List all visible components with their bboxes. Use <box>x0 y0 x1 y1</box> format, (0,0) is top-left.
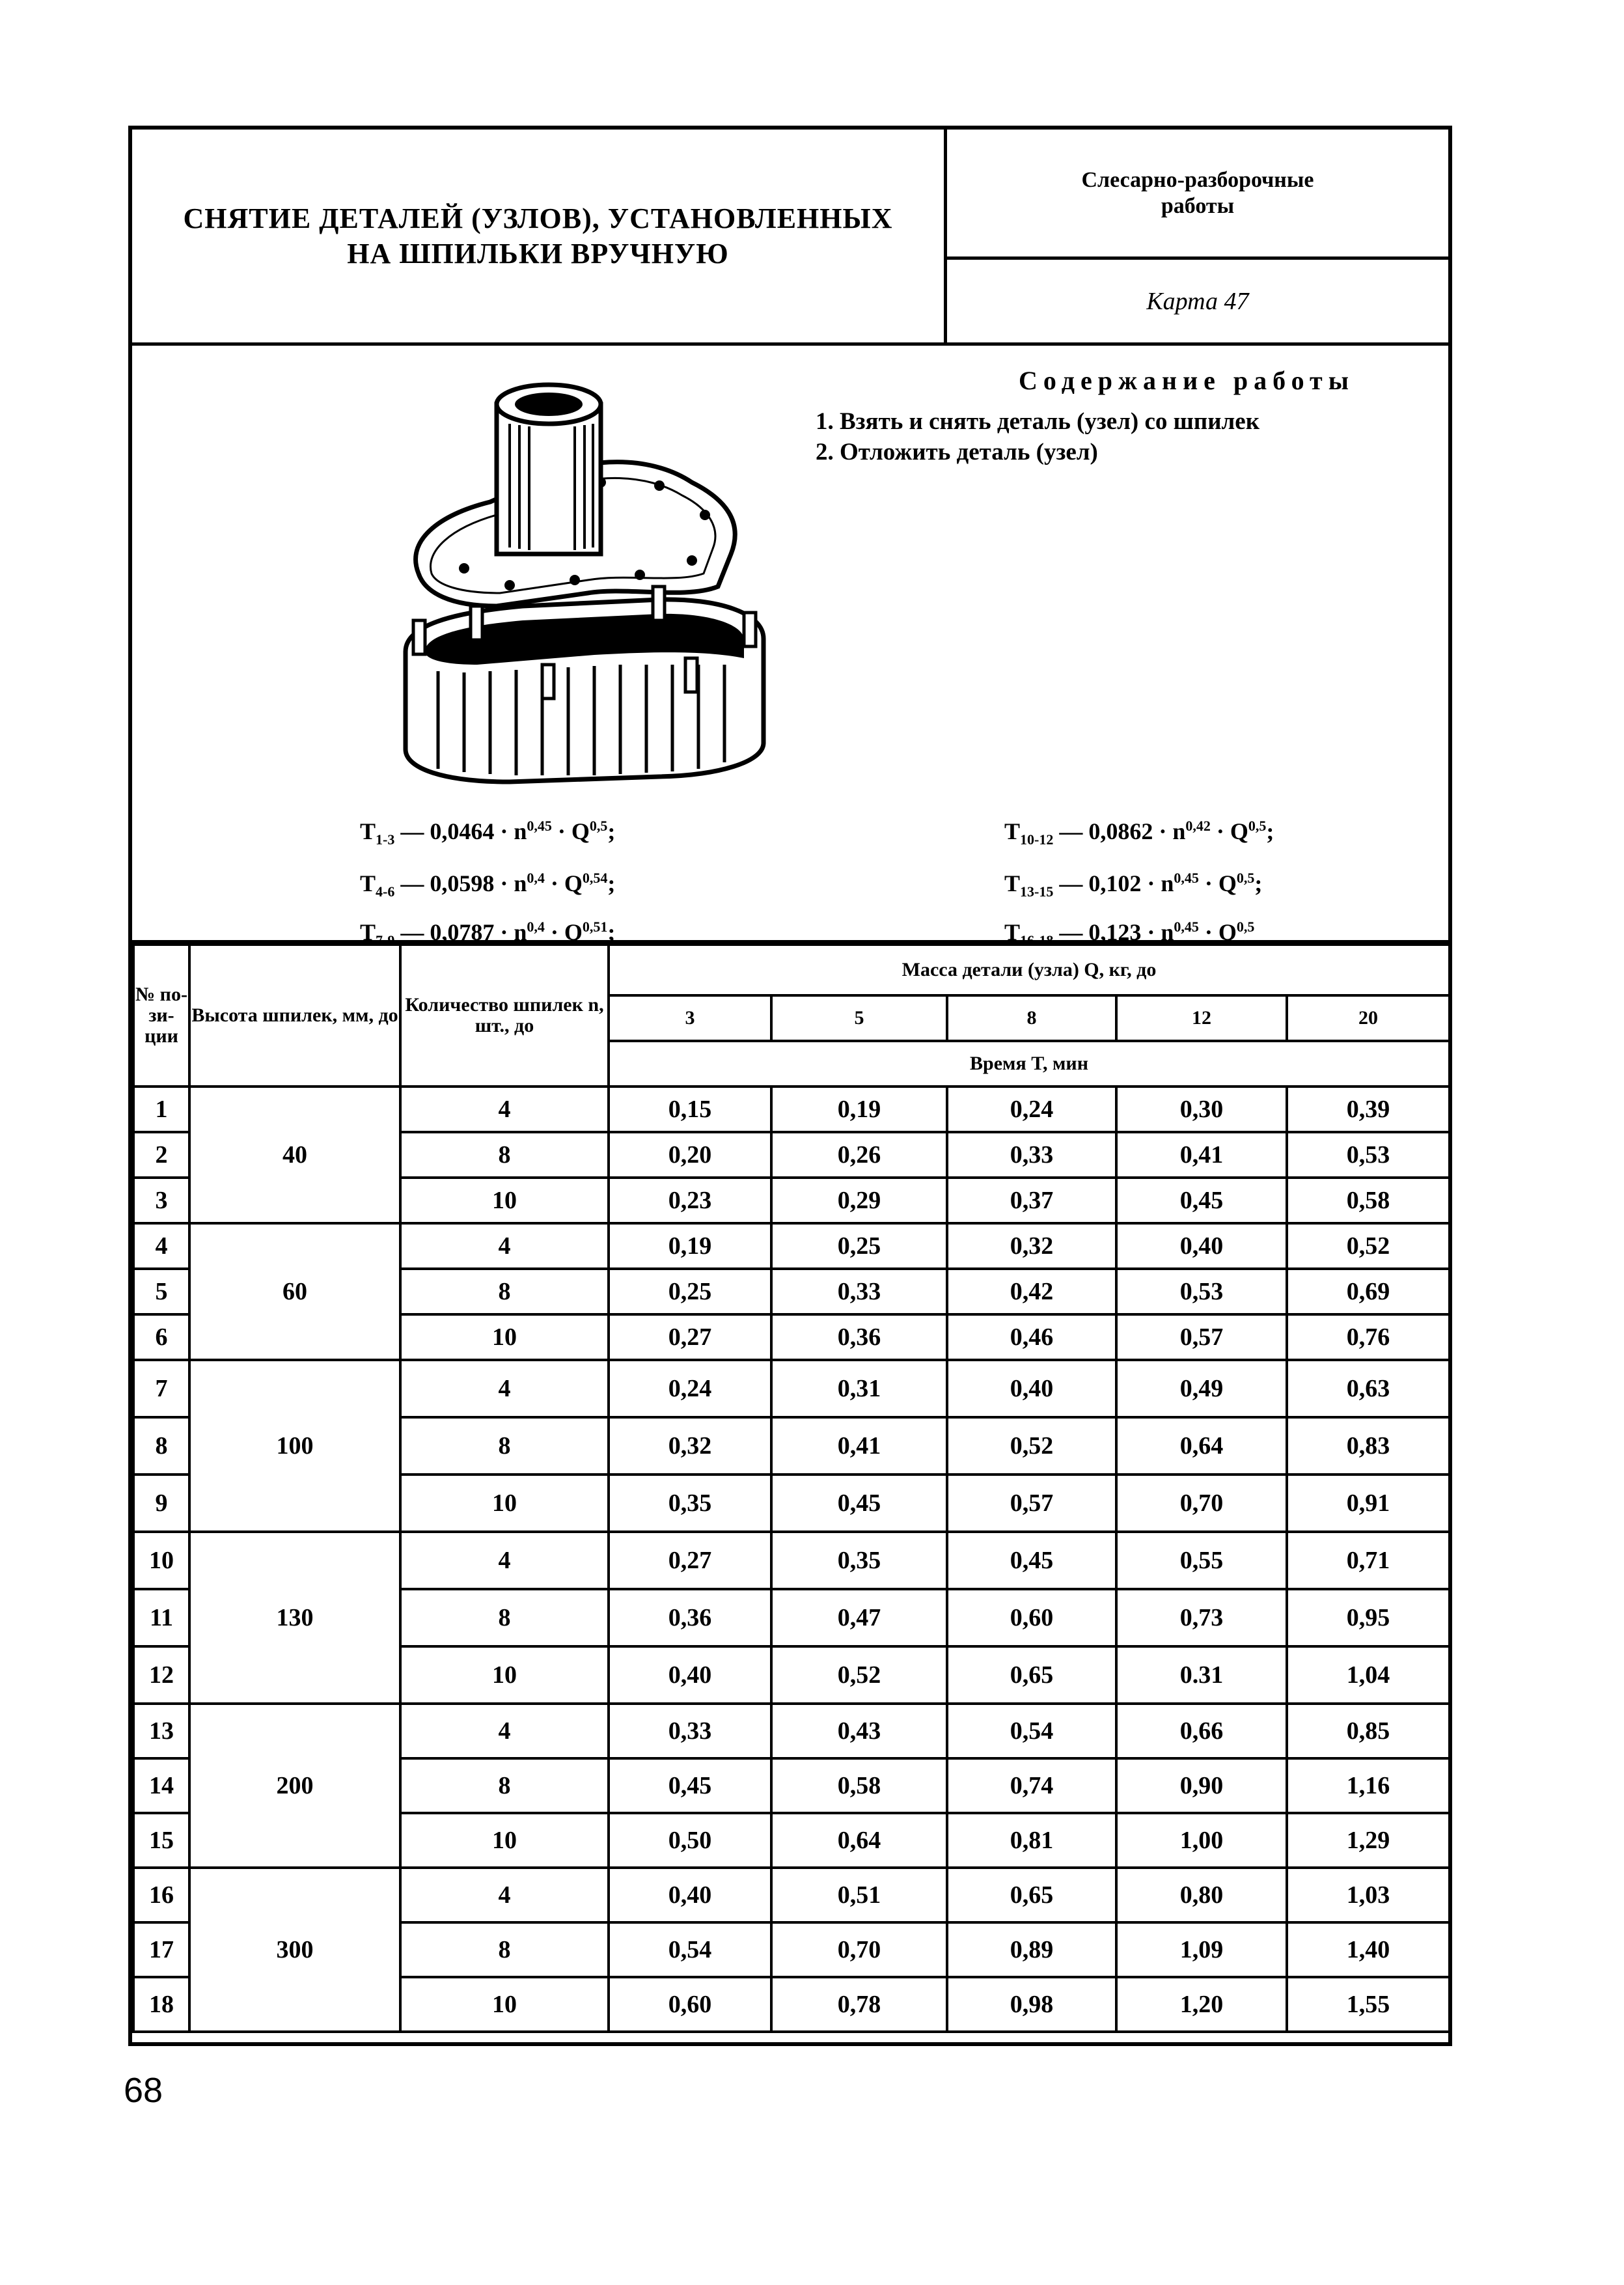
time-value-cell: 0,33 <box>771 1269 947 1314</box>
position-cell: 15 <box>133 1813 189 1868</box>
formula-1-3: $T_{1-3}$ — $0,0464 \cdot n^{0,45} \cdot Q^{0,5}$; <box>360 818 616 848</box>
stud-height-cell: 60 <box>189 1223 400 1360</box>
col-header-stud-height: Высота шпилек, мм, до <box>189 945 400 1087</box>
time-value-cell: 0,52 <box>1287 1223 1450 1269</box>
formula-q-exp: 0,5 <box>1236 870 1255 886</box>
time-value-cell: 0,60 <box>947 1589 1116 1646</box>
time-value-cell: 0,64 <box>1116 1417 1287 1475</box>
stud-count-cell: 10 <box>400 1646 609 1704</box>
work-step-1: 1. Взять и снять деталь (узел) со шпилек <box>816 408 1260 435</box>
stud-count-cell: 8 <box>400 1758 609 1813</box>
time-value-cell: 0,45 <box>1116 1178 1287 1223</box>
formula-end: ; <box>1266 818 1274 844</box>
time-value-cell: 0,47 <box>771 1589 947 1646</box>
time-value-cell: 0,73 <box>1116 1589 1287 1646</box>
category-line-2: работы <box>1161 193 1235 218</box>
position-cell: 14 <box>133 1758 189 1813</box>
formula-sub: 10-12 <box>1020 831 1054 848</box>
time-value-cell: 0,39 <box>1287 1087 1450 1132</box>
stud-count-cell: 4 <box>400 1087 609 1132</box>
col-header-stud-count: Количество шпилек n, шт., до <box>400 945 609 1087</box>
time-value-cell: 0.31 <box>1116 1646 1287 1704</box>
time-value-cell: 0,70 <box>771 1922 947 1977</box>
formula-n-exp: 0,45 <box>1174 870 1199 886</box>
time-value-cell: 0,54 <box>609 1922 771 1977</box>
time-value-cell: 0,32 <box>609 1417 771 1475</box>
formula-coef: 0,102 <box>1088 870 1142 896</box>
stud-height-cell: 40 <box>189 1087 400 1223</box>
formula-n-exp: 0,42 <box>1185 818 1211 834</box>
position-cell: 7 <box>133 1360 189 1417</box>
time-value-cell: 0,41 <box>1116 1132 1287 1178</box>
work-step-2: 2. Отложить деталь (узел) <box>816 439 1098 465</box>
time-value-cell: 0,89 <box>947 1922 1116 1977</box>
formula-q-exp: 0,5 <box>1248 818 1267 834</box>
card-header <box>132 130 1448 346</box>
time-value-cell: 0,37 <box>947 1178 1116 1223</box>
position-cell: 16 <box>133 1868 189 1922</box>
time-value-cell: 0,40 <box>609 1646 771 1704</box>
time-value-cell: 0,81 <box>947 1813 1116 1868</box>
title-line-2: НА ШПИЛЬКИ ВРУЧНУЮ <box>347 237 729 270</box>
formula-coef: 0,0464 <box>430 818 495 844</box>
stud-count-cell: 8 <box>400 1589 609 1646</box>
table-row <box>133 1868 1450 1922</box>
time-value-cell: 0,45 <box>947 1532 1116 1589</box>
time-value-cell: 0,53 <box>1116 1269 1287 1314</box>
time-value-cell: 1,04 <box>1287 1646 1450 1704</box>
time-value-cell: 0,58 <box>1287 1178 1450 1223</box>
category-line-1: Слесарно-разборочные <box>1081 167 1314 192</box>
time-value-cell: 1,09 <box>1116 1922 1287 1977</box>
mass-value-cell: 5 <box>771 995 947 1041</box>
position-cell: 2 <box>133 1132 189 1178</box>
formula-end: ; <box>1254 870 1263 896</box>
formula-n-exp: 0,45 <box>527 818 552 834</box>
stud-height-cell: 200 <box>189 1704 400 1868</box>
position-cell: 17 <box>133 1922 189 1977</box>
time-value-cell: 0,66 <box>1116 1704 1287 1758</box>
card-number: Карта 47 <box>1146 287 1249 315</box>
formula-n-exp: 0,45 <box>1174 919 1199 935</box>
formula-q-exp: 0,54 <box>582 870 608 886</box>
time-value-cell: 1,00 <box>1116 1813 1287 1868</box>
position-cell: 10 <box>133 1532 189 1589</box>
time-value-cell: 0,20 <box>609 1132 771 1178</box>
time-value-cell: 0,43 <box>771 1704 947 1758</box>
work-content-title: Содержание работы <box>1019 366 1355 395</box>
col-header-mass: Масса детали (узла) Q, кг, до <box>609 945 1450 995</box>
time-value-cell: 0,30 <box>1116 1087 1287 1132</box>
formula-coef: 0,0598 <box>430 870 495 896</box>
time-value-cell: 0,29 <box>771 1178 947 1223</box>
time-value-cell: 0,26 <box>771 1132 947 1178</box>
norm-card-frame <box>128 126 1452 2046</box>
norms-table <box>132 943 1451 2033</box>
time-value-cell: 0,50 <box>609 1813 771 1868</box>
time-value-cell: 0,90 <box>1116 1758 1287 1813</box>
time-value-cell: 0,80 <box>1116 1868 1287 1922</box>
position-cell: 9 <box>133 1475 189 1532</box>
time-value-cell: 1,29 <box>1287 1813 1450 1868</box>
time-value-cell: 0,60 <box>609 1977 771 2032</box>
time-value-cell: 0,31 <box>771 1360 947 1417</box>
time-value-cell: 0,25 <box>771 1223 947 1269</box>
time-value-cell: 0,23 <box>609 1178 771 1223</box>
time-value-cell: 0,45 <box>771 1475 947 1532</box>
time-value-cell: 0,35 <box>771 1532 947 1589</box>
stud-count-cell: 10 <box>400 1977 609 2032</box>
time-value-cell: 0,35 <box>609 1475 771 1532</box>
stud-height-cell: 300 <box>189 1868 400 2032</box>
time-value-cell: 0,52 <box>771 1646 947 1704</box>
time-value-cell: 0,98 <box>947 1977 1116 2032</box>
table-row <box>133 1223 1450 1269</box>
stud-count-cell: 10 <box>400 1178 609 1223</box>
stud-count-cell: 8 <box>400 1132 609 1178</box>
table-row <box>133 1360 1450 1417</box>
formula-coef: 0,0862 <box>1088 818 1153 844</box>
time-value-cell: 0,24 <box>947 1087 1116 1132</box>
formula-coef: 0,123 <box>1088 919 1142 945</box>
col-header-position: № по-зи-ции <box>133 945 189 1087</box>
stud-count-cell: 4 <box>400 1223 609 1269</box>
mass-value-cell: 8 <box>947 995 1116 1041</box>
position-cell: 18 <box>133 1977 189 2032</box>
formula-sub: 4-6 <box>376 883 395 900</box>
time-value-cell: 1,16 <box>1287 1758 1450 1813</box>
formula-end: ; <box>607 818 616 844</box>
time-value-cell: 0,24 <box>609 1360 771 1417</box>
formula-sub: 16-18 <box>1020 932 1054 949</box>
time-value-cell: 0,65 <box>947 1646 1116 1704</box>
time-value-cell: 0,32 <box>947 1223 1116 1269</box>
time-value-cell: 0,40 <box>947 1360 1116 1417</box>
time-value-cell: 0,40 <box>609 1868 771 1922</box>
time-value-cell: 0,74 <box>947 1758 1116 1813</box>
table-row <box>133 1704 1450 1758</box>
position-cell: 11 <box>133 1589 189 1646</box>
time-value-cell: 0,65 <box>947 1868 1116 1922</box>
stud-count-cell: 8 <box>400 1269 609 1314</box>
formula-13-15: $T_{13-15}$ — $0,102 \cdot n^{0,45} \cdot Q^{0,5}$; <box>1004 870 1263 900</box>
formula-4-6: $T_{4-6}$ — $0,0598 \cdot n^{0,4} \cdot Q^{0,54}$; <box>360 870 616 900</box>
formula-sub: 1-3 <box>376 831 395 848</box>
formula-sub: 7-9 <box>376 932 395 949</box>
time-value-cell: 0,45 <box>609 1758 771 1813</box>
stud-count-cell: 10 <box>400 1314 609 1360</box>
time-value-cell: 0,25 <box>609 1269 771 1314</box>
housing-illustration <box>379 378 809 795</box>
time-value-cell: 0,33 <box>609 1704 771 1758</box>
formula-16-18: $T_{16-18}$ — $0,123 \cdot n^{0,45} \cdot Q^{0,5}$ <box>1004 919 1255 949</box>
mass-value-cell: 3 <box>609 995 771 1041</box>
stud-count-cell: 4 <box>400 1868 609 1922</box>
time-value-cell: 0,42 <box>947 1269 1116 1314</box>
position-cell: 12 <box>133 1646 189 1704</box>
stud-count-cell: 4 <box>400 1360 609 1417</box>
time-value-cell: 0,36 <box>771 1314 947 1360</box>
table-row <box>133 1087 1450 1132</box>
work-content <box>132 346 1448 949</box>
col-header-time: Время T, мин <box>609 1041 1450 1087</box>
time-value-cell: 0,85 <box>1287 1704 1450 1758</box>
formula-coef: 0,0787 <box>430 919 495 945</box>
position-cell: 6 <box>133 1314 189 1360</box>
time-value-cell: 0,19 <box>609 1223 771 1269</box>
time-value-cell: 0,69 <box>1287 1269 1450 1314</box>
time-value-cell: 0,58 <box>771 1758 947 1813</box>
time-value-cell: 0,95 <box>1287 1589 1450 1646</box>
time-value-cell: 0,33 <box>947 1132 1116 1178</box>
time-value-cell: 1,20 <box>1116 1977 1287 2032</box>
mass-value-cell: 12 <box>1116 995 1287 1041</box>
page-number: 68 <box>124 2071 163 2110</box>
time-value-cell: 0,57 <box>947 1475 1116 1532</box>
formula-q-exp: 0,5 <box>589 818 608 834</box>
stud-height-cell: 130 <box>189 1532 400 1704</box>
time-value-cell: 0,70 <box>1116 1475 1287 1532</box>
position-cell: 5 <box>133 1269 189 1314</box>
position-cell: 1 <box>133 1087 189 1132</box>
formula-q-exp: 0,5 <box>1236 919 1255 935</box>
stud-height-cell: 100 <box>189 1360 400 1532</box>
mass-value-cell: 20 <box>1287 995 1450 1041</box>
formula-end: ; <box>607 870 616 896</box>
time-value-cell: 0,46 <box>947 1314 1116 1360</box>
time-value-cell: 0,36 <box>609 1589 771 1646</box>
category-cell <box>947 130 1448 260</box>
stud-count-cell: 10 <box>400 1475 609 1532</box>
time-value-cell: 0,55 <box>1116 1532 1287 1589</box>
time-value-cell: 0,52 <box>947 1417 1116 1475</box>
formula-end: ; <box>607 919 616 945</box>
formula-q-exp: 0,51 <box>582 919 608 935</box>
formula-sub: 13-15 <box>1020 883 1054 900</box>
time-value-cell: 0,64 <box>771 1813 947 1868</box>
stud-count-cell: 4 <box>400 1532 609 1589</box>
time-value-cell: 0,63 <box>1287 1360 1450 1417</box>
time-value-cell: 0,40 <box>1116 1223 1287 1269</box>
time-value-cell: 0,53 <box>1287 1132 1450 1178</box>
formula-n-exp: 0,4 <box>527 919 545 935</box>
time-value-cell: 0,54 <box>947 1704 1116 1758</box>
table-row <box>133 1532 1450 1589</box>
position-cell: 13 <box>133 1704 189 1758</box>
stud-count-cell: 8 <box>400 1417 609 1475</box>
time-value-cell: 0,83 <box>1287 1417 1450 1475</box>
time-value-cell: 0,19 <box>771 1087 947 1132</box>
formula-10-12: $T_{10-12}$ — $0,0862 \cdot n^{0,42} \cdot Q^{0,5}$; <box>1004 818 1274 848</box>
time-value-cell: 0,15 <box>609 1087 771 1132</box>
position-cell: 3 <box>133 1178 189 1223</box>
title-cell <box>132 130 947 342</box>
time-value-cell: 0,41 <box>771 1417 947 1475</box>
position-cell: 8 <box>133 1417 189 1475</box>
time-value-cell: 0,27 <box>609 1314 771 1360</box>
formula-7-9: $T_{7-9}$ — $0,0787 \cdot n^{0,4} \cdot Q^{0,51}$; <box>360 919 616 949</box>
time-value-cell: 0,51 <box>771 1868 947 1922</box>
time-value-cell: 0,91 <box>1287 1475 1450 1532</box>
time-value-cell: 1,55 <box>1287 1977 1450 2032</box>
time-value-cell: 0,78 <box>771 1977 947 2032</box>
time-value-cell: 1,03 <box>1287 1868 1450 1922</box>
stud-count-cell: 10 <box>400 1813 609 1868</box>
time-value-cell: 0,57 <box>1116 1314 1287 1360</box>
title-line-1: СНЯТИЕ ДЕТАЛЕЙ (УЗЛОВ), УСТАНОВЛЕННЫХ <box>183 202 893 234</box>
formula-n-exp: 0,4 <box>527 870 545 886</box>
stud-count-cell: 4 <box>400 1704 609 1758</box>
time-value-cell: 0,27 <box>609 1532 771 1589</box>
time-value-cell: 1,40 <box>1287 1922 1450 1977</box>
stud-count-cell: 8 <box>400 1922 609 1977</box>
time-value-cell: 0,76 <box>1287 1314 1450 1360</box>
time-value-cell: 0,49 <box>1116 1360 1287 1417</box>
time-value-cell: 0,71 <box>1287 1532 1450 1589</box>
position-cell: 4 <box>133 1223 189 1269</box>
